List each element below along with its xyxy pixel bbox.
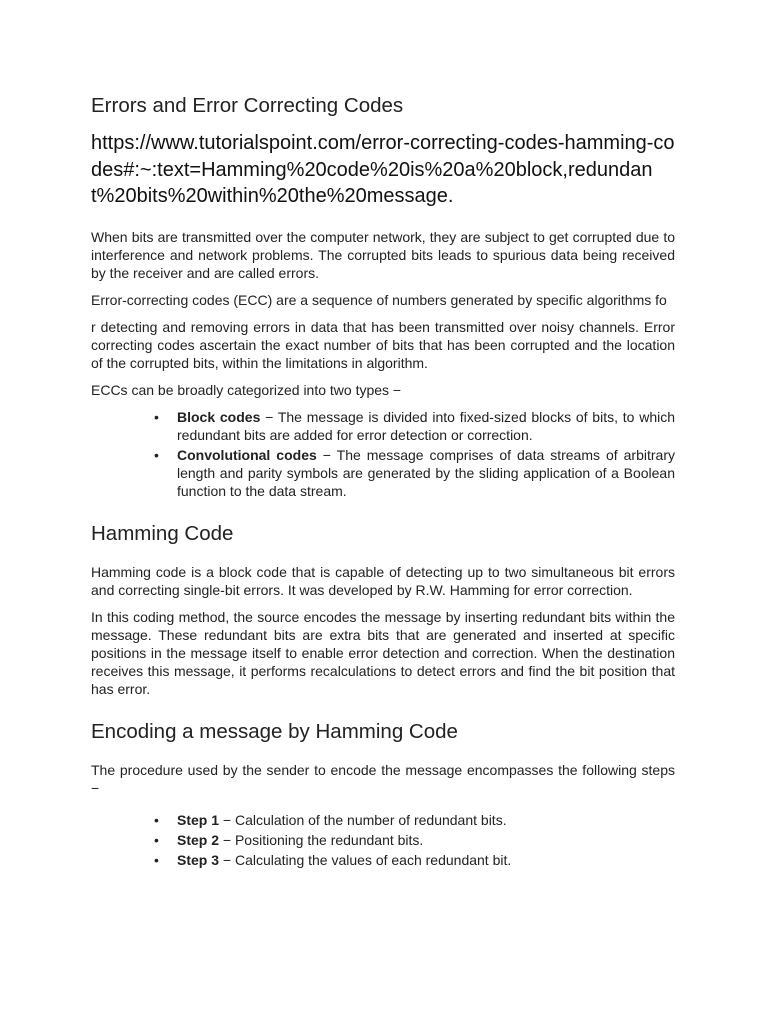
ecc-types-list <box>154 408 676 500</box>
list-item-text: − The message is divided into fixed-sized blocks of bits, to which redundant bits are added for error detection or correction. <box>177 408 676 443</box>
bullet-icon: • <box>154 446 159 463</box>
source-url[interactable]: https://www.tutorialspoint.com/error-correcting-codes-hamming-codes#:~:text=Hamming%20code%20is%20a%20block,redundant%20bits%20within%20the%20message. <box>91 132 675 207</box>
step-label: Step 3 <box>177 851 220 868</box>
step-text: − Calculating the values of each redundant bit. <box>219 851 512 868</box>
list-item <box>154 851 675 869</box>
step-label: Step 1 <box>177 811 220 828</box>
step-text: − Calculation of the number of redundant bits. <box>219 811 507 828</box>
list-item <box>154 446 675 500</box>
hamming-paragraph-1: Hamming code is a block code that is capable of detecting up to two simultaneous bit errors and correcting single-bit errors. It was developed by R.W. Hamming for error correction. <box>91 563 675 598</box>
list-item-term: Convolutional codes <box>177 446 317 463</box>
encoding-paragraph-1: The procedure used by the sender to encode the message encompasses the following steps − <box>91 761 675 796</box>
intro-paragraph-4: ECCs can be broadly categorized into two types − <box>91 381 402 398</box>
list-item <box>154 831 675 849</box>
bullet-icon: • <box>154 851 159 868</box>
list-item <box>154 408 676 444</box>
list-item-text: − The message comprises of data streams of arbitrary length and parity symbols are generated by the sliding application of a Boolean function to the data stream. <box>177 446 675 499</box>
bullet-icon: • <box>154 408 159 425</box>
list-item <box>154 811 675 829</box>
hamming-paragraph-2: In this coding method, the source encodes the message by inserting redundant bits within the message. These redundant bits are extra bits that are generated and inserted at specific positions in the message itself to enable error detection and correction. When the destination receives this message, it performs recalculations to detect errors and find the bit position that has error. <box>91 608 675 697</box>
step-label: Step 2 <box>177 831 220 848</box>
section-heading-hamming: Hamming Code <box>91 521 234 545</box>
section-heading-encoding: Encoding a message by Hamming Code <box>91 719 458 743</box>
list-item-term: Block codes <box>177 408 261 425</box>
intro-paragraph-1: When bits are transmitted over the computer network, they are subject to get corrupted due to interference and network problems. The corrupted bits leads to spurious data being received by the receiver and are called errors. <box>91 228 675 281</box>
intro-paragraph-3: r detecting and removing errors in data that has been transmitted over noisy channels. Error correcting codes ascertain the exact number of bits that has been corrupted and the location of the corrupted bits, within the limitations in algorithm. <box>91 318 675 371</box>
document-title: Errors and Error Correcting Codes <box>91 94 404 117</box>
encoding-steps-list <box>154 811 675 869</box>
intro-paragraph-2: Error-correcting codes (ECC) are a sequence of numbers generated by specific algorithms fo <box>91 291 667 308</box>
bullet-icon: • <box>154 811 159 828</box>
step-text: − Positioning the redundant bits. <box>219 831 424 848</box>
bullet-icon: • <box>154 831 159 848</box>
